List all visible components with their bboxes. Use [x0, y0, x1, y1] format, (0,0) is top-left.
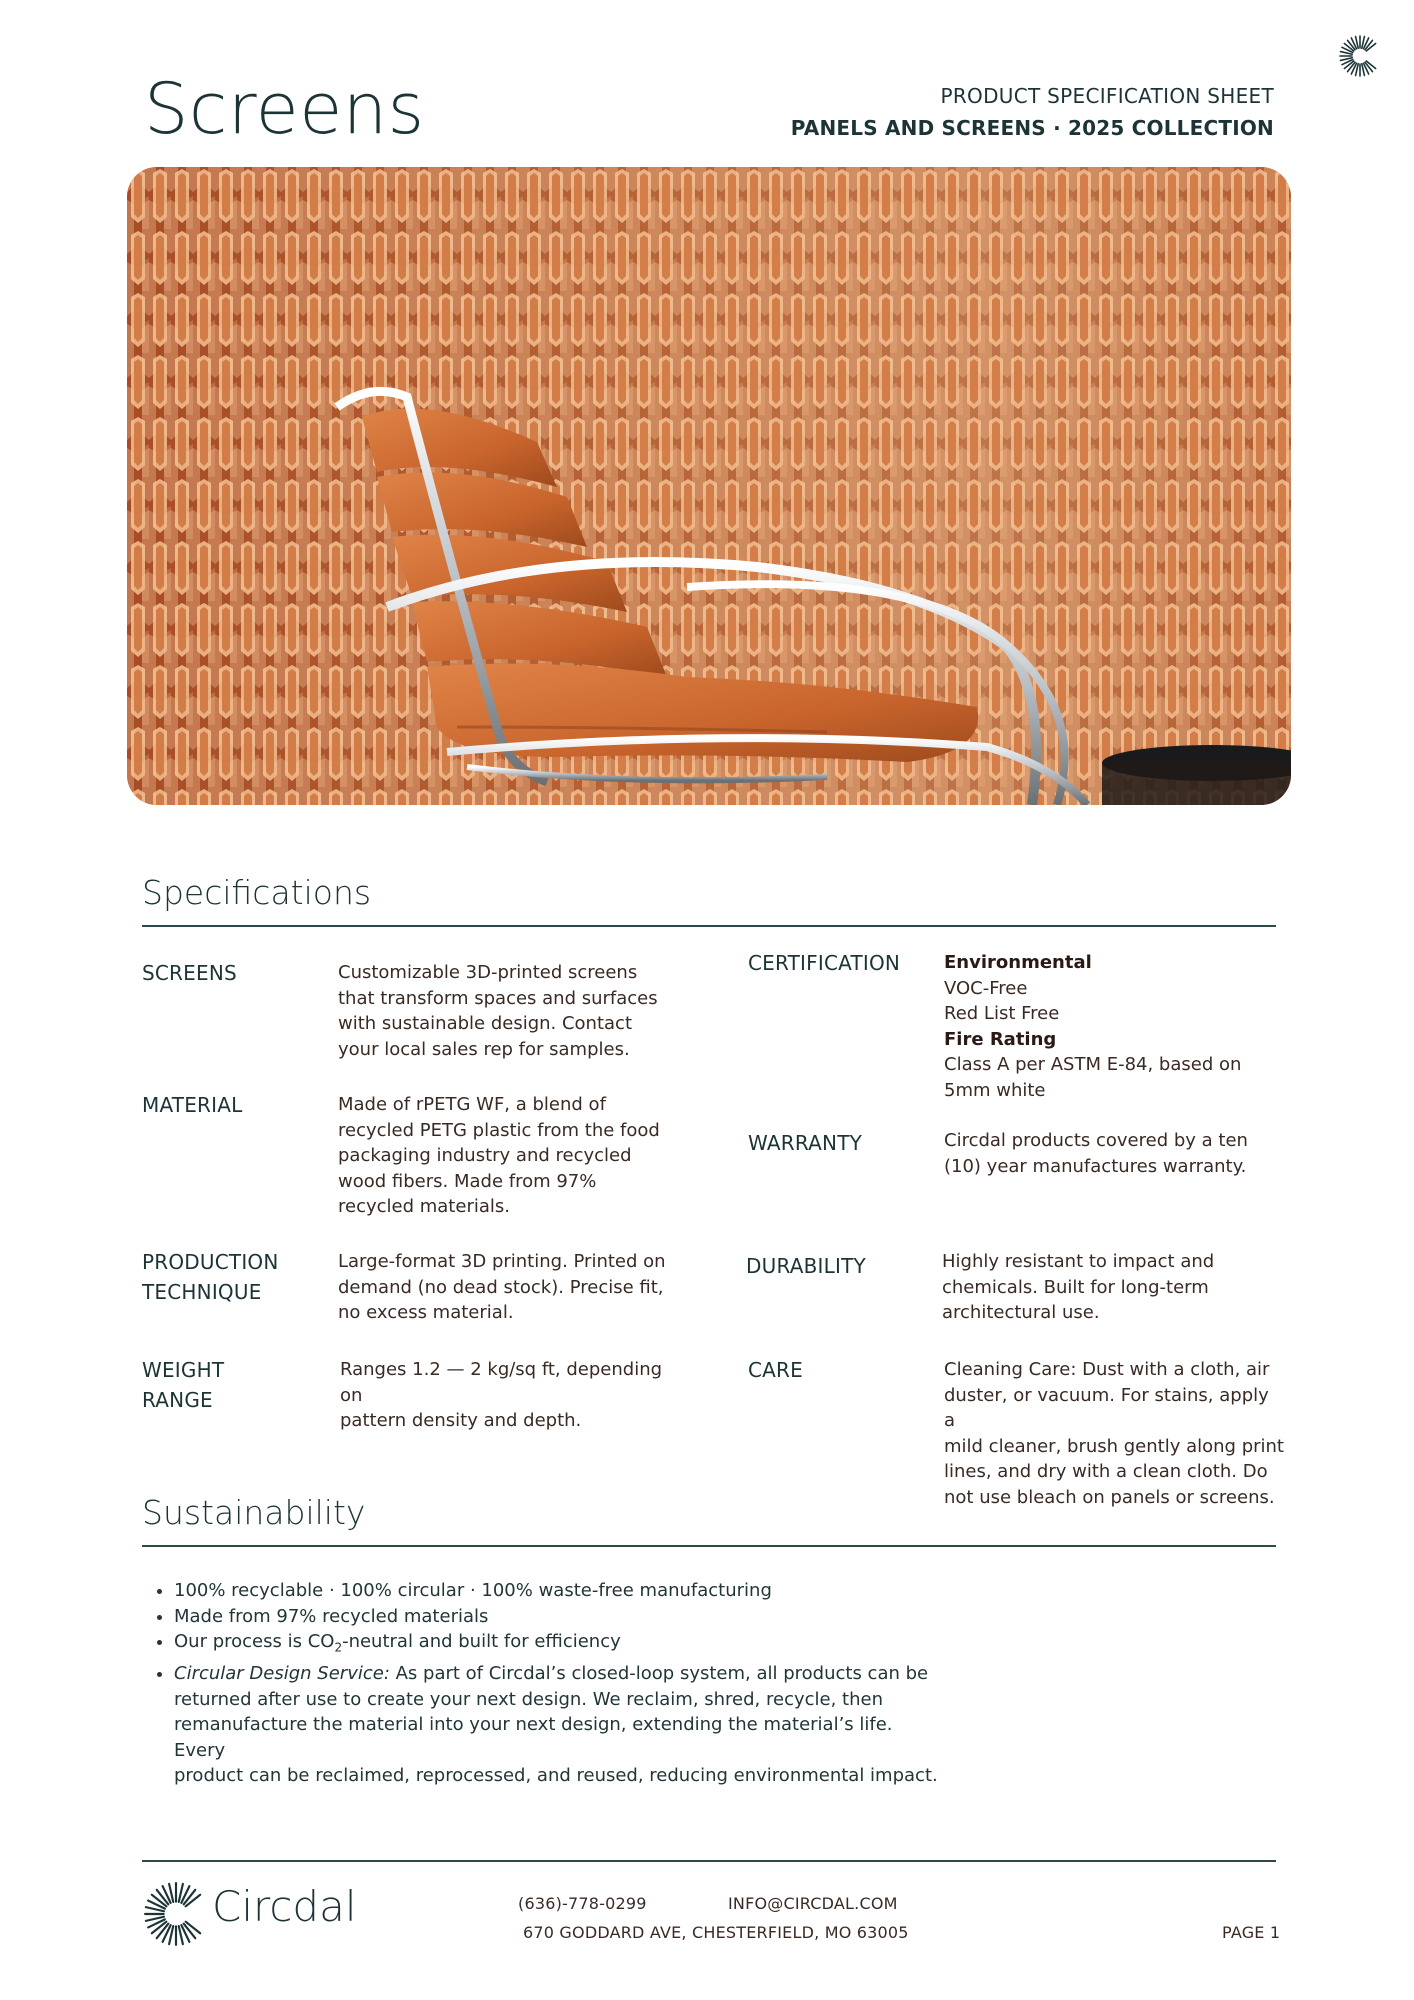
- spec-label-production-technique: PRODUCTION TECHNIQUE: [142, 1250, 279, 1304]
- street-address: 670 GODDARD AVE, CHESTERFIELD, MO 63005: [523, 1923, 909, 1942]
- document-header: [791, 84, 1274, 140]
- spec-text-warranty: Circdal products covered by a ten (10) year manufactures warranty.: [944, 1130, 1248, 1177]
- hero-photo-chair-in-front-of-3d-printed-screen-icon: [127, 167, 1291, 805]
- specifications-heading: Specifications: [142, 873, 372, 912]
- spec-label-durability: DURABILITY: [746, 1254, 866, 1278]
- sustainability-list: [148, 1578, 948, 1789]
- circdal-sunburst-logo-icon: [1338, 34, 1382, 78]
- environmental-heading: Environmental: [944, 952, 1092, 973]
- sustainability-heading: Sustainability: [142, 1493, 366, 1532]
- sheet-type: PRODUCT SPECIFICATION SHEET: [940, 84, 1274, 108]
- phone-number: (636)-778-0299: [518, 1894, 647, 1913]
- page-title: Screens: [144, 68, 425, 150]
- spec-label-weight-range: WEIGHT RANGE: [142, 1358, 225, 1412]
- fire-rating-heading: Fire Rating: [944, 1028, 1057, 1050]
- circdal-sunburst-logo-icon: [142, 1880, 210, 1948]
- list-item: • Our process is $CO_2$-neutral and built for efficiency: [174, 1629, 948, 1661]
- circular-design-service-label: Circular Design Service:: [174, 1663, 390, 1685]
- brand-name: Circdal: [212, 1882, 357, 1931]
- spec-text-weight-range: Ranges 1.2 — 2 kg/sq ft, depending on pattern density and depth.: [340, 1359, 663, 1431]
- specifications-divider: [142, 925, 1276, 927]
- footer-divider: [142, 1860, 1276, 1862]
- list-item: • Circular Design Service: As part of Circdal’s closed-loop system, all products can be returned after use to create your next design. We reclaim, shred, recycle, then remanufacture the material into your next design, extending the material’s life. Every product can be reclaimed, reprocessed, and reused, reducing environmental impact.: [174, 1661, 948, 1789]
- spec-text-durability: Highly resistant to impact and chemicals. Built for long-term architectural use.: [942, 1251, 1215, 1323]
- list-item: • 100% recyclable · 100% circular · 100% waste-free manufacturing: [174, 1578, 948, 1604]
- email-address: INFO@CIRCDAL.COM: [728, 1894, 898, 1913]
- spec-label-material: MATERIAL: [142, 1093, 243, 1117]
- spec-label-certification: CERTIFICATION: [748, 951, 901, 975]
- spec-text-screens: Customizable 3D-printed screens that transform spaces and surfaces with sustainable design. Contact your local sales rep for samples.: [338, 962, 658, 1060]
- spec-text-production-technique: Large-format 3D printing. Printed on demand (no dead stock). Precise fit, no excess material.: [338, 1251, 666, 1323]
- hero-photo: [127, 167, 1291, 805]
- list-item: • Made from 97% recycled materials: [174, 1604, 948, 1630]
- spec-label-care: CARE: [748, 1358, 803, 1382]
- spec-text-certification: Environmental VOC-Free Red List Free Fire Rating Class A per ASTM E-84, based on 5mm white: [944, 952, 1242, 1101]
- spec-text-care: Cleaning Care: Dust with a cloth, air duster, or vacuum. For stains, apply a mild cleaner, brush gently along print lines, and dry with a clean cloth. Do not use bleach on panels or screens.: [944, 1359, 1284, 1508]
- spec-label-screens: SCREENS: [142, 961, 237, 985]
- spec-label-warranty: WARRANTY: [748, 1131, 863, 1155]
- collection-name: PANELS AND SCREENS · 2025 COLLECTION: [790, 116, 1274, 140]
- spec-text-material: Made of rPETG WF, a blend of recycled PETG plastic from the food packaging industry and recycled wood fibers. Made from 97% recycled materials.: [338, 1094, 660, 1217]
- page-number: PAGE 1: [1222, 1923, 1281, 1942]
- sustainability-divider: [142, 1545, 1276, 1547]
